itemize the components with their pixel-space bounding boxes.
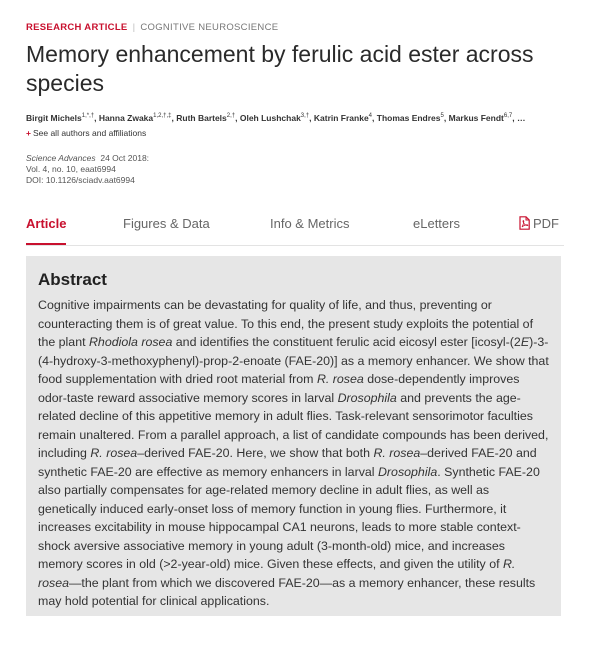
tab-eletters[interactable]: eLetters bbox=[413, 216, 460, 231]
see-all-authors-link[interactable] bbox=[26, 127, 564, 139]
abstract-segment: and identifies the constituent ferulic acid eicosyl ester [icosyl-(2 bbox=[172, 335, 521, 349]
abstract-segment-italic: R. rosea bbox=[373, 446, 421, 460]
kicker-separator: | bbox=[132, 22, 136, 33]
article-type-label[interactable]: RESEARCH ARTICLE bbox=[26, 22, 128, 33]
author-link[interactable]: Oleh Lushchak$^{3,\dagger}$ bbox=[239, 112, 310, 123]
journal-date bbox=[26, 153, 564, 164]
abstract-segment-italic: R. rosea bbox=[316, 372, 364, 386]
tab-info-metrics[interactable]: Info & Metrics bbox=[270, 216, 350, 231]
article-category-label[interactable]: COGNITIVE NEUROSCIENCE bbox=[140, 22, 279, 33]
abstract-segment: —the plant from which we discovered FAE-20—as a memory enhancer, these results may hold potential for clinical applications. bbox=[38, 575, 536, 608]
author-list: Birgit Michels$^{1,*,\dagger}$, Hanna Zwaka$^{1,2,\dagger,\ddagger}$, Ruth Bartels$^{2,\dagger}$, Oleh Lushchak$^{3,\dagger}$, Katrin Franke$^4$, Thomas Endres$^5$, Markus Fendt$^{6,7}$, … bbox=[26, 112, 526, 123]
pdf-icon bbox=[519, 216, 530, 234]
author-link[interactable]: Markus Fendt$^{6,7}$ bbox=[448, 112, 513, 123]
publication-info bbox=[26, 153, 564, 186]
authors-more: … bbox=[516, 112, 526, 123]
abstract-section bbox=[26, 256, 561, 616]
volume-info: Vol. 4, no. 10, eaat6994 bbox=[26, 163, 116, 174]
abstract-segment: and prevents the age-related decline of this appetitive memory in adult flies. Task-relevant sensorimotor faculties remain unaltered. From a parallel approach, a list of candidate compounds has been derived, including bbox=[38, 390, 549, 460]
abstract-segment: dose-dependently improves odor-taste reward associative memory scores in larval bbox=[38, 372, 520, 405]
tab-article[interactable]: Article bbox=[26, 216, 67, 231]
author-link[interactable]: Hanna Zwaka$^{1,2,\dagger,\ddagger}$ bbox=[98, 112, 172, 123]
article-tabs bbox=[26, 203, 564, 246]
tab-pdf[interactable] bbox=[519, 216, 559, 234]
author-link[interactable]: Birgit Michels$^{1,*,\dagger}$ bbox=[26, 112, 95, 123]
journal-name: Science Advances bbox=[26, 152, 96, 163]
author-link[interactable]: Ruth Bartels$^{2,\dagger}$ bbox=[176, 112, 236, 123]
abstract-segment: Cognitive impairments can be devastating for quality of life, and thus, preventing or counteracting them is of great value. To this end, the present study exploits the potential of the plant bbox=[38, 298, 534, 349]
doi-link[interactable]: DOI: 10.1126/sciadv.aat6994 bbox=[26, 174, 135, 185]
abstract-segment-italic: Rhodiola rosea bbox=[88, 335, 173, 349]
abstract-segment: )-3-(4-hydroxy-3-methoxyphenyl)-prop-2-enoate (FAE-20)] as a memory enhancer. We show that food supplementation with dried root material from bbox=[38, 335, 549, 386]
article-title: Memory enhancement by ferulic acid ester across species bbox=[26, 41, 534, 96]
abstract-segment-italic: E bbox=[520, 335, 530, 349]
abstract-segment-italic: R. rosea bbox=[90, 446, 138, 460]
abstract-segment: –derived FAE-20. Here, we show that both bbox=[137, 446, 374, 460]
abstract-segment: . Synthetic FAE-20 also partially compensates for age-related memory decline in adult flies, as well as genetically induced early-onset loss of memory function in young flies. Furthermore, it increases excitability in mouse hippocampal CA1 neurons, leads to more stable context-shock aversive associative memory in young adult (3-month-old) mice, and increases memory scores in old (>2-year-old) mice. Given these effects, and given the utility of bbox=[38, 464, 540, 571]
abstract-segment-italic: Drosophila bbox=[337, 390, 397, 405]
abstract-segment: –derived FAE-20 and synthetic FAE-20 are effective as memory enhancers in larval bbox=[38, 446, 537, 479]
article-kicker bbox=[26, 22, 564, 34]
abstract-segment-italic: Drosophila bbox=[377, 464, 438, 479]
tab-figures-data[interactable]: Figures & Data bbox=[123, 216, 210, 231]
plus-icon: + bbox=[26, 127, 31, 138]
author-link[interactable]: Thomas Endres$^5$ bbox=[376, 112, 444, 123]
see-all-label: See all authors and affiliations bbox=[32, 127, 147, 138]
abstract-heading: Abstract bbox=[38, 270, 107, 289]
abstract-text bbox=[38, 296, 549, 611]
abstract-segment-italic: R. rosea bbox=[38, 557, 516, 590]
author-link[interactable]: Katrin Franke$^4$ bbox=[313, 112, 373, 123]
tab-pdf-label: PDF bbox=[533, 216, 559, 231]
publication-date: 24 Oct 2018: bbox=[100, 152, 150, 163]
article-page bbox=[26, 0, 564, 608]
